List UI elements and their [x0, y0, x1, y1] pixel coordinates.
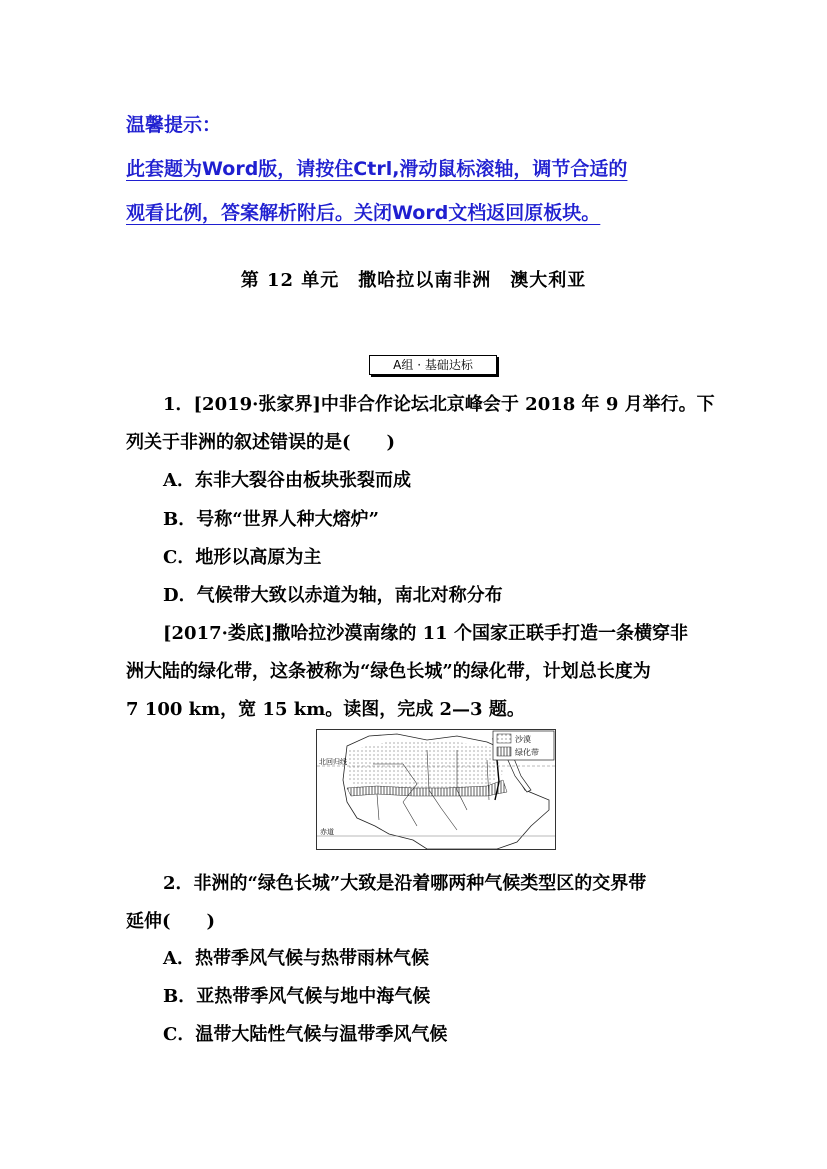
- q2-stem-line-1: 2．非洲的“绿色长城”大致是沿着哪两种气候类型区的交界带: [163, 873, 647, 894]
- notice-title: 温馨提示：: [126, 114, 222, 136]
- passage-line-1: [2017·娄底]撒哈拉沙漠南缘的 11 个国家正联手打造一条横穿非: [163, 623, 688, 644]
- tropic-label: 北回归线: [319, 758, 347, 766]
- notice-line-2: 观看比例，答案解析附后。关闭Word文档返回原板块。: [126, 202, 601, 224]
- q1-option-d: D．气候带大致以赤道为轴，南北对称分布: [163, 585, 503, 606]
- q1-stem-line-2: 列关于非洲的叙述错误的是( ): [126, 432, 396, 453]
- legend-greenbelt-swatch: [497, 747, 511, 756]
- unit-title: 第 12 单元 撒哈拉以南非洲 澳大利亚: [240, 270, 587, 291]
- africa-map: [316, 729, 556, 850]
- group-label: A组 · 基础达标: [369, 355, 497, 375]
- map-legend: [493, 731, 554, 760]
- notice-line-1: 此套题为Word版，请按住Ctrl,滑动鼠标滚轴，调节合适的: [126, 158, 628, 180]
- q1-option-b: B．号称“世界人种大熔炉”: [163, 509, 379, 530]
- passage-line-2: 洲大陆的绿化带，这条被称为“绿色长城”的绿化带，计划总长度为: [126, 661, 651, 682]
- q2-option-c: C．温带大陆性气候与温带季风气候: [163, 1024, 448, 1045]
- q1-option-c: C．地形以高原为主: [163, 547, 322, 568]
- q2-stem-line-2: 延伸( ): [126, 911, 216, 932]
- q1-option-a: A．东非大裂谷由板块张裂而成: [163, 470, 411, 491]
- equator-label: 赤道: [320, 828, 334, 836]
- desert-area: [347, 740, 503, 788]
- q2-option-a: A．热带季风气候与热带雨林气候: [163, 948, 429, 969]
- q2-option-b: B．亚热带季风气候与地中海气候: [163, 986, 431, 1007]
- q1-stem-line-1: 1．[2019·张家界]中非合作论坛北京峰会于 2018 年 9 月举行。下: [163, 394, 715, 415]
- legend-desert-swatch: [497, 734, 511, 743]
- legend-greenbelt-label: 绿化带: [515, 748, 539, 757]
- legend-desert-label: 沙漠: [515, 735, 531, 744]
- passage-line-3: 7 100 km，宽 15 km。读图，完成 2—3 题。: [126, 699, 525, 720]
